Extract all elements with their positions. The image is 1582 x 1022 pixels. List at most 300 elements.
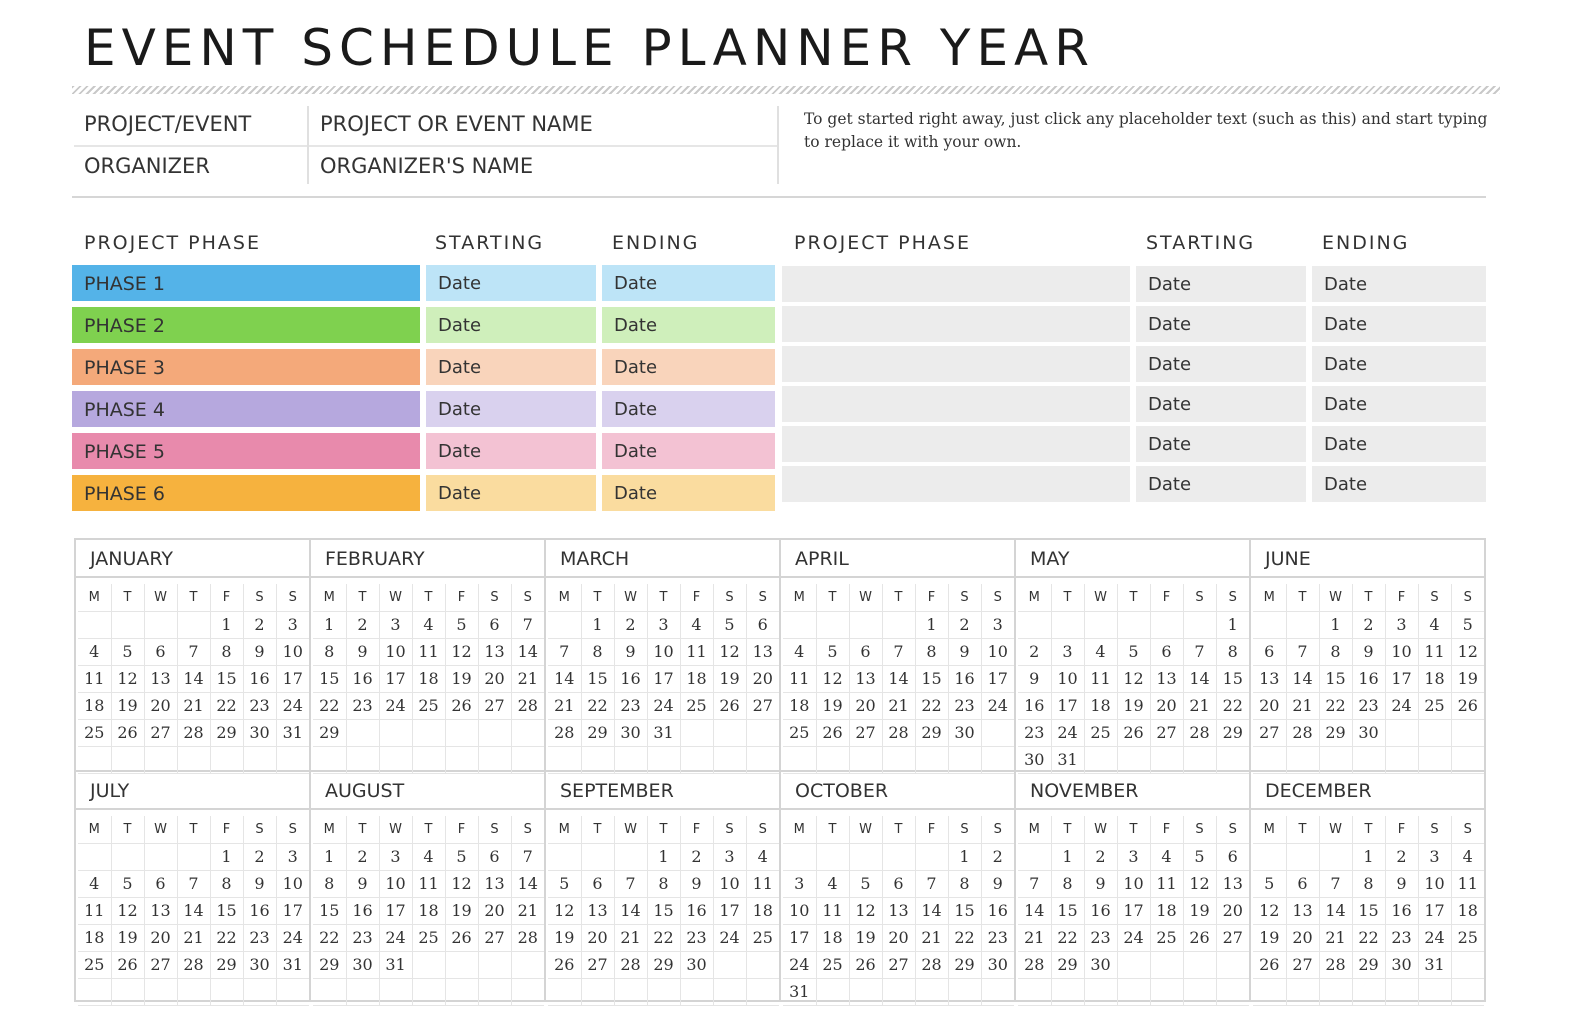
- day-cell[interactable]: 3: [981, 611, 1014, 638]
- day-cell[interactable]: 18: [1418, 665, 1451, 692]
- day-cell[interactable]: 25: [412, 924, 445, 951]
- day-cell[interactable]: 21: [882, 692, 915, 719]
- organizer-name-field[interactable]: ORGANIZER'S NAME: [320, 154, 534, 178]
- day-cell[interactable]: 16: [243, 897, 276, 924]
- day-cell[interactable]: 20: [746, 665, 779, 692]
- day-cell[interactable]: 18: [412, 665, 445, 692]
- day-cell[interactable]: 9: [243, 638, 276, 665]
- day-cell[interactable]: 9: [614, 638, 647, 665]
- day-cell[interactable]: 3: [276, 611, 309, 638]
- day-cell[interactable]: 11: [746, 870, 779, 897]
- day-cell[interactable]: 7: [511, 611, 544, 638]
- day-cell[interactable]: 27: [746, 692, 779, 719]
- day-cell[interactable]: 9: [948, 638, 981, 665]
- day-cell[interactable]: 31: [1418, 951, 1451, 978]
- day-cell[interactable]: 17: [1385, 665, 1418, 692]
- phase-start-date-2[interactable]: Date: [426, 307, 596, 343]
- day-cell[interactable]: 8: [210, 870, 243, 897]
- day-cell[interactable]: 26: [849, 951, 882, 978]
- day-cell[interactable]: 14: [548, 665, 581, 692]
- day-cell[interactable]: 11: [1418, 638, 1451, 665]
- day-cell[interactable]: 28: [548, 719, 581, 746]
- day-cell[interactable]: 10: [647, 638, 680, 665]
- day-cell[interactable]: 24: [276, 692, 309, 719]
- day-cell[interactable]: 30: [243, 719, 276, 746]
- day-cell[interactable]: 14: [1018, 897, 1051, 924]
- day-cell[interactable]: 12: [1253, 897, 1286, 924]
- day-cell[interactable]: 7: [511, 843, 544, 870]
- day-cell[interactable]: 1: [210, 611, 243, 638]
- day-cell[interactable]: 15: [948, 897, 981, 924]
- day-cell[interactable]: 17: [713, 897, 746, 924]
- day-cell[interactable]: 2: [948, 611, 981, 638]
- day-cell[interactable]: 3: [379, 843, 412, 870]
- day-cell[interactable]: 5: [816, 638, 849, 665]
- day-cell[interactable]: 2: [346, 611, 379, 638]
- day-cell[interactable]: 4: [412, 843, 445, 870]
- day-cell[interactable]: 25: [1418, 692, 1451, 719]
- day-cell[interactable]: 11: [1451, 870, 1484, 897]
- day-cell[interactable]: 13: [849, 665, 882, 692]
- day-cell[interactable]: 29: [1352, 951, 1385, 978]
- day-cell[interactable]: 6: [478, 611, 511, 638]
- day-cell[interactable]: 18: [78, 692, 111, 719]
- day-cell[interactable]: 1: [313, 611, 346, 638]
- day-cell[interactable]: 26: [111, 951, 144, 978]
- day-cell[interactable]: 11: [680, 638, 713, 665]
- day-cell[interactable]: 26: [445, 692, 478, 719]
- day-cell[interactable]: 5: [111, 870, 144, 897]
- day-cell[interactable]: 19: [1451, 665, 1484, 692]
- day-cell[interactable]: 20: [849, 692, 882, 719]
- day-cell[interactable]: 2: [981, 843, 1014, 870]
- day-cell[interactable]: 22: [647, 924, 680, 951]
- day-cell[interactable]: 2: [1018, 638, 1051, 665]
- day-cell[interactable]: 3: [1385, 611, 1418, 638]
- day-cell[interactable]: 18: [680, 665, 713, 692]
- day-cell[interactable]: 29: [210, 951, 243, 978]
- day-cell[interactable]: 22: [313, 692, 346, 719]
- day-cell[interactable]: 26: [816, 719, 849, 746]
- instruction-note[interactable]: To get started right away, just click any placeholder text (such as this) and start typing to replace it with your own.: [804, 110, 1488, 151]
- day-cell[interactable]: 20: [581, 924, 614, 951]
- day-cell[interactable]: 29: [647, 951, 680, 978]
- day-cell[interactable]: 4: [1084, 638, 1117, 665]
- day-cell[interactable]: 27: [144, 719, 177, 746]
- day-cell[interactable]: 13: [1253, 665, 1286, 692]
- day-cell[interactable]: 8: [647, 870, 680, 897]
- day-cell[interactable]: 11: [412, 638, 445, 665]
- day-cell[interactable]: 2: [680, 843, 713, 870]
- day-cell[interactable]: 3: [1117, 843, 1150, 870]
- day-cell[interactable]: 1: [647, 843, 680, 870]
- day-cell[interactable]: 10: [981, 638, 1014, 665]
- day-cell[interactable]: 25: [1451, 924, 1484, 951]
- extra-phase-end-date-6[interactable]: Date: [1312, 466, 1486, 502]
- day-cell[interactable]: 4: [78, 638, 111, 665]
- day-cell[interactable]: 31: [276, 951, 309, 978]
- day-cell[interactable]: 22: [1051, 924, 1084, 951]
- day-cell[interactable]: 3: [647, 611, 680, 638]
- day-cell[interactable]: 21: [1286, 692, 1319, 719]
- day-cell[interactable]: 22: [915, 692, 948, 719]
- day-cell[interactable]: 31: [379, 951, 412, 978]
- day-cell[interactable]: 16: [1018, 692, 1051, 719]
- day-cell[interactable]: 1: [948, 843, 981, 870]
- day-cell[interactable]: 16: [948, 665, 981, 692]
- day-cell[interactable]: 20: [882, 924, 915, 951]
- day-cell[interactable]: 7: [177, 870, 210, 897]
- day-cell[interactable]: 22: [1352, 924, 1385, 951]
- day-cell[interactable]: 16: [981, 897, 1014, 924]
- day-cell[interactable]: 29: [1319, 719, 1352, 746]
- day-cell[interactable]: 23: [680, 924, 713, 951]
- day-cell[interactable]: 26: [1183, 924, 1216, 951]
- day-cell[interactable]: 8: [313, 870, 346, 897]
- day-cell[interactable]: 29: [915, 719, 948, 746]
- day-cell[interactable]: 11: [816, 897, 849, 924]
- phase-name-5[interactable]: PHASE 5: [72, 433, 420, 469]
- day-cell[interactable]: 17: [783, 924, 816, 951]
- day-cell[interactable]: 4: [746, 843, 779, 870]
- day-cell[interactable]: 16: [346, 897, 379, 924]
- day-cell[interactable]: 5: [445, 611, 478, 638]
- day-cell[interactable]: 28: [1286, 719, 1319, 746]
- day-cell[interactable]: 26: [111, 719, 144, 746]
- day-cell[interactable]: 24: [783, 951, 816, 978]
- day-cell[interactable]: 14: [511, 638, 544, 665]
- day-cell[interactable]: 7: [177, 638, 210, 665]
- day-cell[interactable]: 28: [177, 951, 210, 978]
- day-cell[interactable]: 26: [713, 692, 746, 719]
- day-cell[interactable]: 31: [1051, 746, 1084, 773]
- day-cell[interactable]: 16: [1385, 897, 1418, 924]
- day-cell[interactable]: 18: [1451, 897, 1484, 924]
- day-cell[interactable]: 31: [276, 719, 309, 746]
- day-cell[interactable]: 14: [177, 665, 210, 692]
- day-cell[interactable]: 16: [1084, 897, 1117, 924]
- day-cell[interactable]: 18: [816, 924, 849, 951]
- phase-start-date-4[interactable]: Date: [426, 391, 596, 427]
- day-cell[interactable]: 18: [78, 924, 111, 951]
- phase-end-date-1[interactable]: Date: [602, 265, 775, 301]
- day-cell[interactable]: 14: [1319, 897, 1352, 924]
- day-cell[interactable]: 7: [1183, 638, 1216, 665]
- day-cell[interactable]: 15: [210, 665, 243, 692]
- day-cell[interactable]: 6: [478, 843, 511, 870]
- day-cell[interactable]: 3: [1051, 638, 1084, 665]
- day-cell[interactable]: 14: [1183, 665, 1216, 692]
- day-cell[interactable]: 27: [478, 692, 511, 719]
- day-cell[interactable]: 1: [1319, 611, 1352, 638]
- day-cell[interactable]: 17: [1418, 897, 1451, 924]
- day-cell[interactable]: 4: [1150, 843, 1183, 870]
- day-cell[interactable]: 11: [1150, 870, 1183, 897]
- day-cell[interactable]: 10: [379, 638, 412, 665]
- day-cell[interactable]: 25: [412, 692, 445, 719]
- day-cell[interactable]: 14: [882, 665, 915, 692]
- extra-phase-name-6[interactable]: [782, 466, 1130, 502]
- day-cell[interactable]: 26: [1253, 951, 1286, 978]
- day-cell[interactable]: 8: [313, 638, 346, 665]
- extra-phase-name-1[interactable]: [782, 266, 1130, 302]
- day-cell[interactable]: 27: [1150, 719, 1183, 746]
- day-cell[interactable]: 19: [111, 692, 144, 719]
- day-cell[interactable]: 15: [313, 665, 346, 692]
- day-cell[interactable]: 25: [78, 951, 111, 978]
- extra-phase-start-date-5[interactable]: Date: [1136, 426, 1306, 462]
- day-cell[interactable]: 9: [1352, 638, 1385, 665]
- day-cell[interactable]: 30: [243, 951, 276, 978]
- day-cell[interactable]: 7: [614, 870, 647, 897]
- phase-name-1[interactable]: PHASE 1: [72, 265, 420, 301]
- day-cell[interactable]: 5: [849, 870, 882, 897]
- day-cell[interactable]: 28: [511, 692, 544, 719]
- day-cell[interactable]: 19: [713, 665, 746, 692]
- day-cell[interactable]: 27: [1216, 924, 1249, 951]
- day-cell[interactable]: 2: [243, 611, 276, 638]
- day-cell[interactable]: 12: [548, 897, 581, 924]
- day-cell[interactable]: 20: [1253, 692, 1286, 719]
- extra-phase-start-date-1[interactable]: Date: [1136, 266, 1306, 302]
- day-cell[interactable]: 8: [948, 870, 981, 897]
- day-cell[interactable]: 17: [379, 897, 412, 924]
- day-cell[interactable]: 26: [1451, 692, 1484, 719]
- day-cell[interactable]: 12: [713, 638, 746, 665]
- day-cell[interactable]: 8: [1319, 638, 1352, 665]
- day-cell[interactable]: 20: [1286, 924, 1319, 951]
- day-cell[interactable]: 10: [1117, 870, 1150, 897]
- day-cell[interactable]: 2: [1385, 843, 1418, 870]
- day-cell[interactable]: 7: [548, 638, 581, 665]
- extra-phase-name-3[interactable]: [782, 346, 1130, 382]
- day-cell[interactable]: 17: [647, 665, 680, 692]
- day-cell[interactable]: 6: [1253, 638, 1286, 665]
- day-cell[interactable]: 13: [478, 638, 511, 665]
- day-cell[interactable]: 24: [276, 924, 309, 951]
- day-cell[interactable]: 11: [78, 897, 111, 924]
- day-cell[interactable]: 4: [1451, 843, 1484, 870]
- day-cell[interactable]: 23: [346, 924, 379, 951]
- day-cell[interactable]: 28: [1018, 951, 1051, 978]
- day-cell[interactable]: 25: [816, 951, 849, 978]
- day-cell[interactable]: 7: [882, 638, 915, 665]
- day-cell[interactable]: 15: [647, 897, 680, 924]
- day-cell[interactable]: 15: [313, 897, 346, 924]
- day-cell[interactable]: 29: [313, 951, 346, 978]
- day-cell[interactable]: 7: [915, 870, 948, 897]
- day-cell[interactable]: 28: [882, 719, 915, 746]
- phase-end-date-5[interactable]: Date: [602, 433, 775, 469]
- day-cell[interactable]: 29: [313, 719, 346, 746]
- day-cell[interactable]: 25: [680, 692, 713, 719]
- day-cell[interactable]: 31: [783, 978, 816, 1005]
- day-cell[interactable]: 23: [1084, 924, 1117, 951]
- day-cell[interactable]: 11: [412, 870, 445, 897]
- day-cell[interactable]: 23: [243, 692, 276, 719]
- day-cell[interactable]: 6: [746, 611, 779, 638]
- day-cell[interactable]: 21: [1319, 924, 1352, 951]
- day-cell[interactable]: 20: [144, 924, 177, 951]
- extra-phase-start-date-3[interactable]: Date: [1136, 346, 1306, 382]
- day-cell[interactable]: 19: [445, 665, 478, 692]
- day-cell[interactable]: 5: [713, 611, 746, 638]
- day-cell[interactable]: 12: [111, 665, 144, 692]
- day-cell[interactable]: 15: [1216, 665, 1249, 692]
- day-cell[interactable]: 23: [1018, 719, 1051, 746]
- day-cell[interactable]: 20: [1150, 692, 1183, 719]
- day-cell[interactable]: 31: [647, 719, 680, 746]
- day-cell[interactable]: 28: [1319, 951, 1352, 978]
- day-cell[interactable]: 5: [1451, 611, 1484, 638]
- phase-name-4[interactable]: PHASE 4: [72, 391, 420, 427]
- day-cell[interactable]: 7: [1319, 870, 1352, 897]
- day-cell[interactable]: 28: [915, 951, 948, 978]
- day-cell[interactable]: 7: [1018, 870, 1051, 897]
- day-cell[interactable]: 1: [1051, 843, 1084, 870]
- day-cell[interactable]: 2: [243, 843, 276, 870]
- day-cell[interactable]: 30: [1352, 719, 1385, 746]
- day-cell[interactable]: 22: [1216, 692, 1249, 719]
- day-cell[interactable]: 20: [144, 692, 177, 719]
- day-cell[interactable]: 17: [276, 665, 309, 692]
- day-cell[interactable]: 28: [511, 924, 544, 951]
- day-cell[interactable]: 14: [177, 897, 210, 924]
- day-cell[interactable]: 5: [1117, 638, 1150, 665]
- day-cell[interactable]: 25: [78, 719, 111, 746]
- day-cell[interactable]: 21: [511, 897, 544, 924]
- day-cell[interactable]: 24: [1418, 924, 1451, 951]
- day-cell[interactable]: 18: [1084, 692, 1117, 719]
- day-cell[interactable]: 16: [243, 665, 276, 692]
- day-cell[interactable]: 3: [713, 843, 746, 870]
- extra-phase-name-5[interactable]: [782, 426, 1130, 462]
- day-cell[interactable]: 14: [614, 897, 647, 924]
- day-cell[interactable]: 12: [816, 665, 849, 692]
- day-cell[interactable]: 6: [144, 870, 177, 897]
- day-cell[interactable]: 12: [1117, 665, 1150, 692]
- day-cell[interactable]: 10: [379, 870, 412, 897]
- day-cell[interactable]: 7: [1286, 638, 1319, 665]
- day-cell[interactable]: 23: [1352, 692, 1385, 719]
- day-cell[interactable]: 13: [746, 638, 779, 665]
- day-cell[interactable]: 20: [1216, 897, 1249, 924]
- day-cell[interactable]: 6: [849, 638, 882, 665]
- day-cell[interactable]: 25: [1150, 924, 1183, 951]
- phase-start-date-5[interactable]: Date: [426, 433, 596, 469]
- day-cell[interactable]: 24: [1051, 719, 1084, 746]
- day-cell[interactable]: 13: [144, 897, 177, 924]
- day-cell[interactable]: 19: [1117, 692, 1150, 719]
- day-cell[interactable]: 3: [1418, 843, 1451, 870]
- day-cell[interactable]: 26: [548, 951, 581, 978]
- day-cell[interactable]: 27: [581, 951, 614, 978]
- day-cell[interactable]: 5: [548, 870, 581, 897]
- day-cell[interactable]: 16: [1352, 665, 1385, 692]
- day-cell[interactable]: 14: [915, 897, 948, 924]
- day-cell[interactable]: 10: [276, 870, 309, 897]
- day-cell[interactable]: 10: [1418, 870, 1451, 897]
- extra-phase-end-date-1[interactable]: Date: [1312, 266, 1486, 302]
- day-cell[interactable]: 15: [1319, 665, 1352, 692]
- day-cell[interactable]: 23: [346, 692, 379, 719]
- day-cell[interactable]: 27: [882, 951, 915, 978]
- day-cell[interactable]: 8: [915, 638, 948, 665]
- day-cell[interactable]: 22: [210, 924, 243, 951]
- day-cell[interactable]: 24: [981, 692, 1014, 719]
- day-cell[interactable]: 19: [1253, 924, 1286, 951]
- day-cell[interactable]: 9: [346, 870, 379, 897]
- day-cell[interactable]: 16: [614, 665, 647, 692]
- day-cell[interactable]: 1: [1216, 611, 1249, 638]
- day-cell[interactable]: 9: [680, 870, 713, 897]
- day-cell[interactable]: 4: [680, 611, 713, 638]
- day-cell[interactable]: 2: [614, 611, 647, 638]
- day-cell[interactable]: 10: [713, 870, 746, 897]
- day-cell[interactable]: 27: [849, 719, 882, 746]
- day-cell[interactable]: 6: [1286, 870, 1319, 897]
- day-cell[interactable]: 25: [1084, 719, 1117, 746]
- day-cell[interactable]: 19: [1183, 897, 1216, 924]
- day-cell[interactable]: 2: [346, 843, 379, 870]
- day-cell[interactable]: 24: [713, 924, 746, 951]
- day-cell[interactable]: 27: [144, 951, 177, 978]
- day-cell[interactable]: 1: [581, 611, 614, 638]
- day-cell[interactable]: 27: [1253, 719, 1286, 746]
- day-cell[interactable]: 9: [1018, 665, 1051, 692]
- day-cell[interactable]: 12: [1183, 870, 1216, 897]
- day-cell[interactable]: 4: [816, 870, 849, 897]
- extra-phase-start-date-4[interactable]: Date: [1136, 386, 1306, 422]
- day-cell[interactable]: 1: [915, 611, 948, 638]
- day-cell[interactable]: 26: [445, 924, 478, 951]
- day-cell[interactable]: 22: [948, 924, 981, 951]
- day-cell[interactable]: 18: [783, 692, 816, 719]
- day-cell[interactable]: 17: [981, 665, 1014, 692]
- day-cell[interactable]: 20: [478, 897, 511, 924]
- extra-phase-name-4[interactable]: [782, 386, 1130, 422]
- extra-phase-name-2[interactable]: [782, 306, 1130, 342]
- day-cell[interactable]: 13: [1150, 665, 1183, 692]
- day-cell[interactable]: 24: [1385, 692, 1418, 719]
- day-cell[interactable]: 8: [1051, 870, 1084, 897]
- day-cell[interactable]: 15: [581, 665, 614, 692]
- day-cell[interactable]: 17: [1117, 897, 1150, 924]
- day-cell[interactable]: 10: [783, 897, 816, 924]
- extra-phase-end-date-2[interactable]: Date: [1312, 306, 1486, 342]
- day-cell[interactable]: 15: [1352, 897, 1385, 924]
- day-cell[interactable]: 22: [1319, 692, 1352, 719]
- day-cell[interactable]: 29: [1051, 951, 1084, 978]
- day-cell[interactable]: 28: [1183, 719, 1216, 746]
- phase-name-2[interactable]: PHASE 2: [72, 307, 420, 343]
- day-cell[interactable]: 13: [581, 897, 614, 924]
- phase-end-date-6[interactable]: Date: [602, 475, 775, 511]
- day-cell[interactable]: 21: [511, 665, 544, 692]
- day-cell[interactable]: 1: [210, 843, 243, 870]
- day-cell[interactable]: 15: [210, 897, 243, 924]
- day-cell[interactable]: 1: [1352, 843, 1385, 870]
- day-cell[interactable]: 24: [379, 924, 412, 951]
- day-cell[interactable]: 28: [177, 719, 210, 746]
- day-cell[interactable]: 9: [243, 870, 276, 897]
- day-cell[interactable]: 24: [1117, 924, 1150, 951]
- day-cell[interactable]: 21: [1018, 924, 1051, 951]
- day-cell[interactable]: 30: [948, 719, 981, 746]
- phase-start-date-1[interactable]: Date: [426, 265, 596, 301]
- day-cell[interactable]: 13: [882, 897, 915, 924]
- day-cell[interactable]: 30: [614, 719, 647, 746]
